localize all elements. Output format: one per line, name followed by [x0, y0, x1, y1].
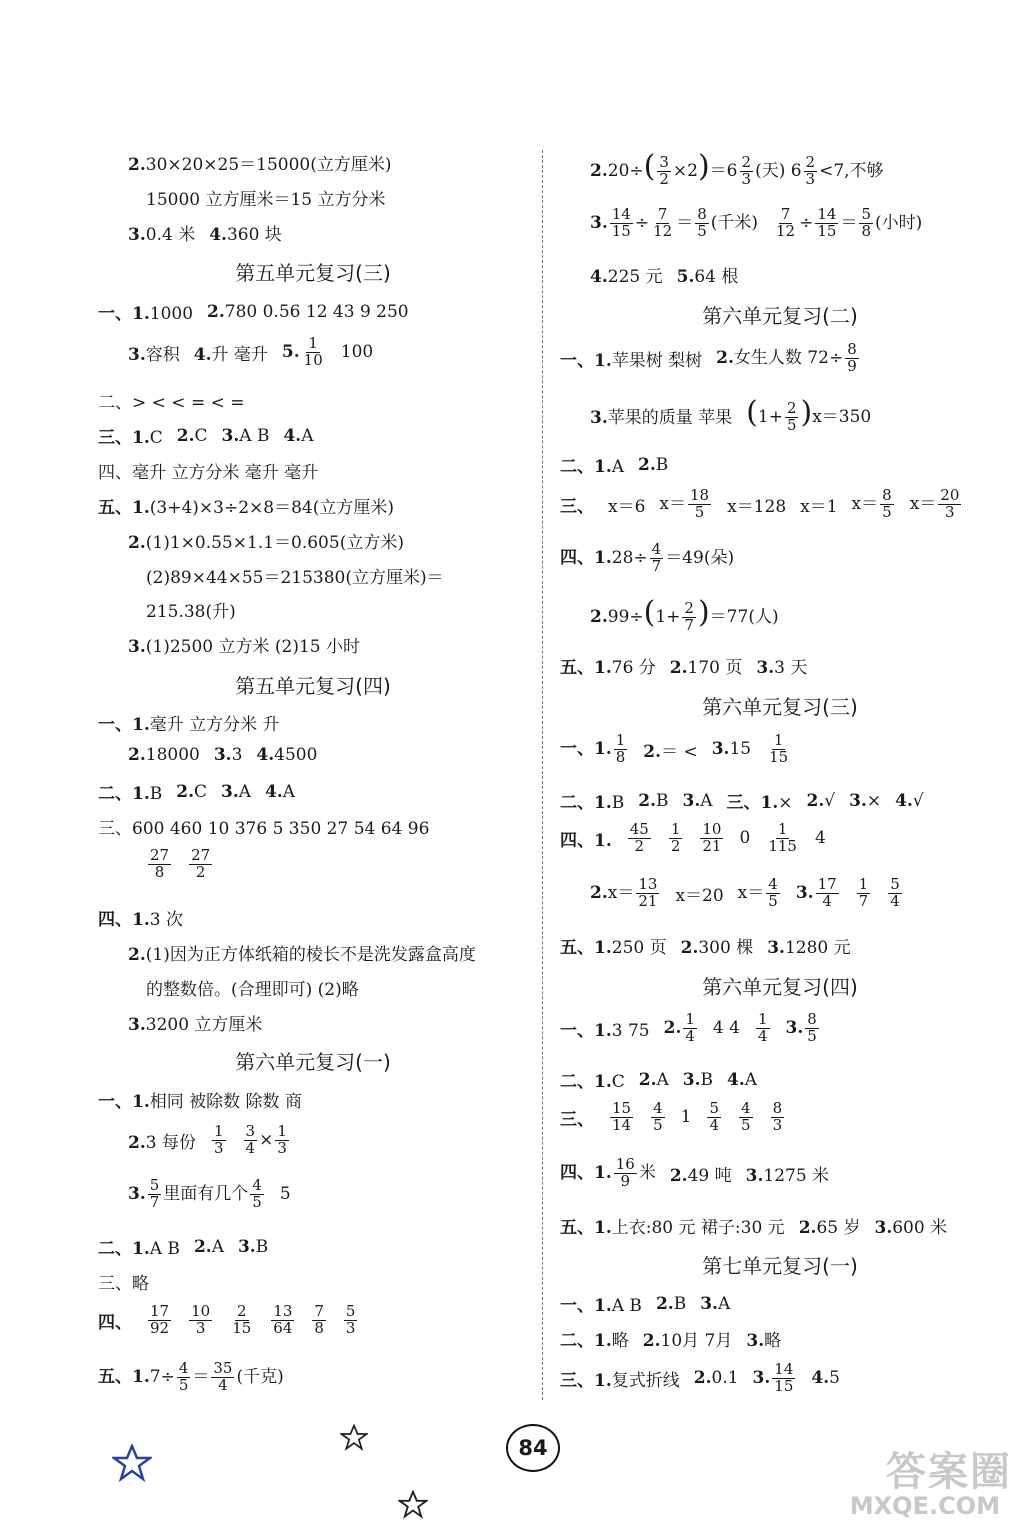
answer-line: 二、1.B 2.C 3.A 4.A [98, 781, 296, 804]
answer-line: 3. $\frac{5}{7}$ 里面有几个 $\frac{4}{5}$ 5 [128, 1176, 291, 1211]
answer-line: 2.(1)1×0.55×1.1＝0.605(立方米) [128, 533, 404, 553]
answer-line: 四、 $\frac{17}{92}$ $\frac{10}{3}$ $\frac{2}{15}$ $\frac{13}{64}$ $\frac{7}{8}$ $\frac{5}{3}$ [98, 1302, 356, 1337]
answer-line: 一、1.苹果树 梨树 2.女生人数 72÷ $\frac{8}{9}$ [560, 340, 857, 375]
page-number: 84 [506, 1424, 560, 1472]
star-icon [340, 1424, 368, 1451]
answer-line: 二、1.C 2.A 3.B 4.A [560, 1069, 758, 1092]
answer-line: 的整数倍。(合理即可) (2)略 [146, 980, 359, 1000]
answer-line: 二、1.B 2.B 3.A 三、1.× 2.√ 3.× 4.√ [560, 790, 924, 813]
answer-line: 五、1.(3+4)×3÷2×8＝84(立方厘米) [98, 498, 394, 518]
answer-line: 3.容积 4.升 毫升 5. $\frac{1}{10}$ 100 [128, 334, 374, 369]
answer-line: 二、1.A B 2.A 3.B [98, 1236, 269, 1259]
answer-line: (2)89×44×55＝215380(立方厘米)＝ [146, 568, 444, 588]
answer-line: 2.20÷( $\frac{3}{2}$ ×2)＝6 $\frac{2}{3}$ (天) 6 $\frac{2}{3}$ <7,不够 [590, 149, 884, 188]
answer-line: 一、1.毫升 立方分米 升 [98, 715, 280, 735]
section-title: 第五单元复习(三) [235, 261, 391, 285]
answer-line: 一、1.1000 2.780 0.56 12 43 9 250 [98, 301, 409, 324]
answer-line: 三、1.C 2.C 3.A B 4.A [98, 425, 314, 448]
answer-line: 二、1.略 2.10月 7月 3.略 [560, 1331, 782, 1351]
answer-line: 3.3200 立方厘米 [128, 1015, 263, 1035]
answer-line: 三、1.复式折线 2.0.1 3. $\frac{14}{15}$ 4.5 [560, 1360, 840, 1395]
section-title: 第六单元复习(三) [702, 695, 858, 719]
answer-line: 一、1. $\frac{1}{8}$ 2.＝ < 3.15 $\frac{1}{15}$ [560, 731, 789, 766]
answer-line: 四、1.3 次 [98, 910, 183, 930]
answer-line: 二、1.A 2.B [560, 454, 669, 477]
column-divider [542, 150, 543, 1400]
answer-line: 2.99÷(1+ $\frac{2}{7}$ )＝77(人) [590, 595, 779, 634]
answer-line: 四、毫升 立方分米 毫升 毫升 [98, 463, 319, 483]
answer-line: 2.3 每份 $\frac{1}{3}$ $\frac{3}{4}$ × $\frac{1}{3}$ [128, 1122, 287, 1157]
answer-line: 2.18000 3.3 4.4500 [128, 745, 318, 765]
answer-line: 五、1.7÷ $\frac{4}{5}$ ＝ $\frac{35}{4}$ (千克) [98, 1359, 284, 1394]
section-title: 第六单元复习(二) [702, 304, 858, 328]
section-title: 第六单元复习(四) [702, 975, 858, 999]
answer-line: 2.30×20×25＝15000(立方厘米) [128, 155, 392, 175]
answer-line: 四、1.28÷ $\frac{4}{7}$ ＝49(朵) [560, 540, 735, 575]
answer-line: 三、600 460 10 376 5 350 27 54 64 96 [98, 819, 430, 839]
answer-line: 一、1.3 75 2. $\frac{1}{4}$ 4 4 $\frac{1}{4}$ 3. $\frac{8}{5}$ [560, 1010, 817, 1045]
section-title: 第六单元复习(一) [235, 1050, 391, 1074]
answer-line: 二、> < < = < = [98, 393, 245, 413]
answer-line: 五、1.上衣:80 元 裙子:30 元 2.65 岁 3.600 米 [560, 1218, 948, 1238]
answer-line: 2.x＝ $\frac{13}{21}$ x＝20 x＝ $\frac{4}{5}$ 3. $\frac{17}{4}$ $\frac{1}{7}$ $\frac{5}{4}$ [590, 875, 900, 910]
watermark-url: MXQE.COM [849, 1492, 1000, 1520]
answer-line: 五、1.76 分 2.170 页 3.3 天 [560, 658, 808, 678]
answer-line: 3.苹果的质量 苹果 (1+ $\frac{2}{5}$ )x＝350 [590, 395, 872, 434]
answer-line: 3.0.4 米 4.360 块 [128, 225, 282, 245]
star-icon [112, 1444, 152, 1482]
answer-line: 215.38(升) [146, 602, 236, 622]
answer-line: 3.(1)2500 立方米 (2)15 小时 [128, 637, 361, 657]
answer-line: 三、略 [98, 1274, 149, 1294]
answer-line: 15000 立方厘米＝15 立方分米 [146, 190, 386, 210]
section-title: 第五单元复习(四) [235, 674, 391, 698]
answer-line: 3. $\frac{14}{15}$ ÷ $\frac{7}{12}$ ＝ $\frac{8}{5}$ (千米) $\frac{7}{12}$ ÷ $\frac{14}{15}$ ＝ $\frac{5}{8}$ (小时) [590, 205, 923, 240]
watermark-logo: 答案圈 [886, 1449, 1012, 1495]
answer-line: 4.225 元 5.64 根 [590, 267, 739, 287]
answer-line: 三、 x＝6 x＝ $\frac{18}{5}$ x＝128 x＝1 x＝ $\frac{8}{5}$ x＝ $\frac{20}{3}$ [560, 486, 960, 521]
answer-line: 五、1.250 页 2.300 棵 3.1280 元 [560, 938, 851, 958]
answer-line: $\frac{27}{8}$ $\frac{27}{2}$ [150, 846, 211, 881]
answer-line: 2.(1)因为正方体纸箱的棱长不是洗发露盒高度 [128, 945, 476, 965]
answer-line: 三、 $\frac{15}{14}$ $\frac{4}{5}$ 1 $\frac{5}{4}$ $\frac{4}{5}$ $\frac{8}{3}$ [560, 1099, 783, 1134]
answer-line: 四、1. $\frac{45}{2}$ $\frac{1}{2}$ $\frac{10}{21}$ 0 $\frac{1}{115}$ 4 [560, 820, 826, 855]
answer-line: 四、1. $\frac{16}{9}$ 米 2.49 吨 3.1275 米 [560, 1155, 830, 1190]
answer-line: 一、1.A B 2.B 3.A [560, 1293, 731, 1316]
star-icon [398, 1490, 428, 1519]
answer-line: 一、1.相同 被除数 除数 商 [98, 1092, 302, 1112]
section-title: 第七单元复习(一) [702, 1254, 858, 1278]
